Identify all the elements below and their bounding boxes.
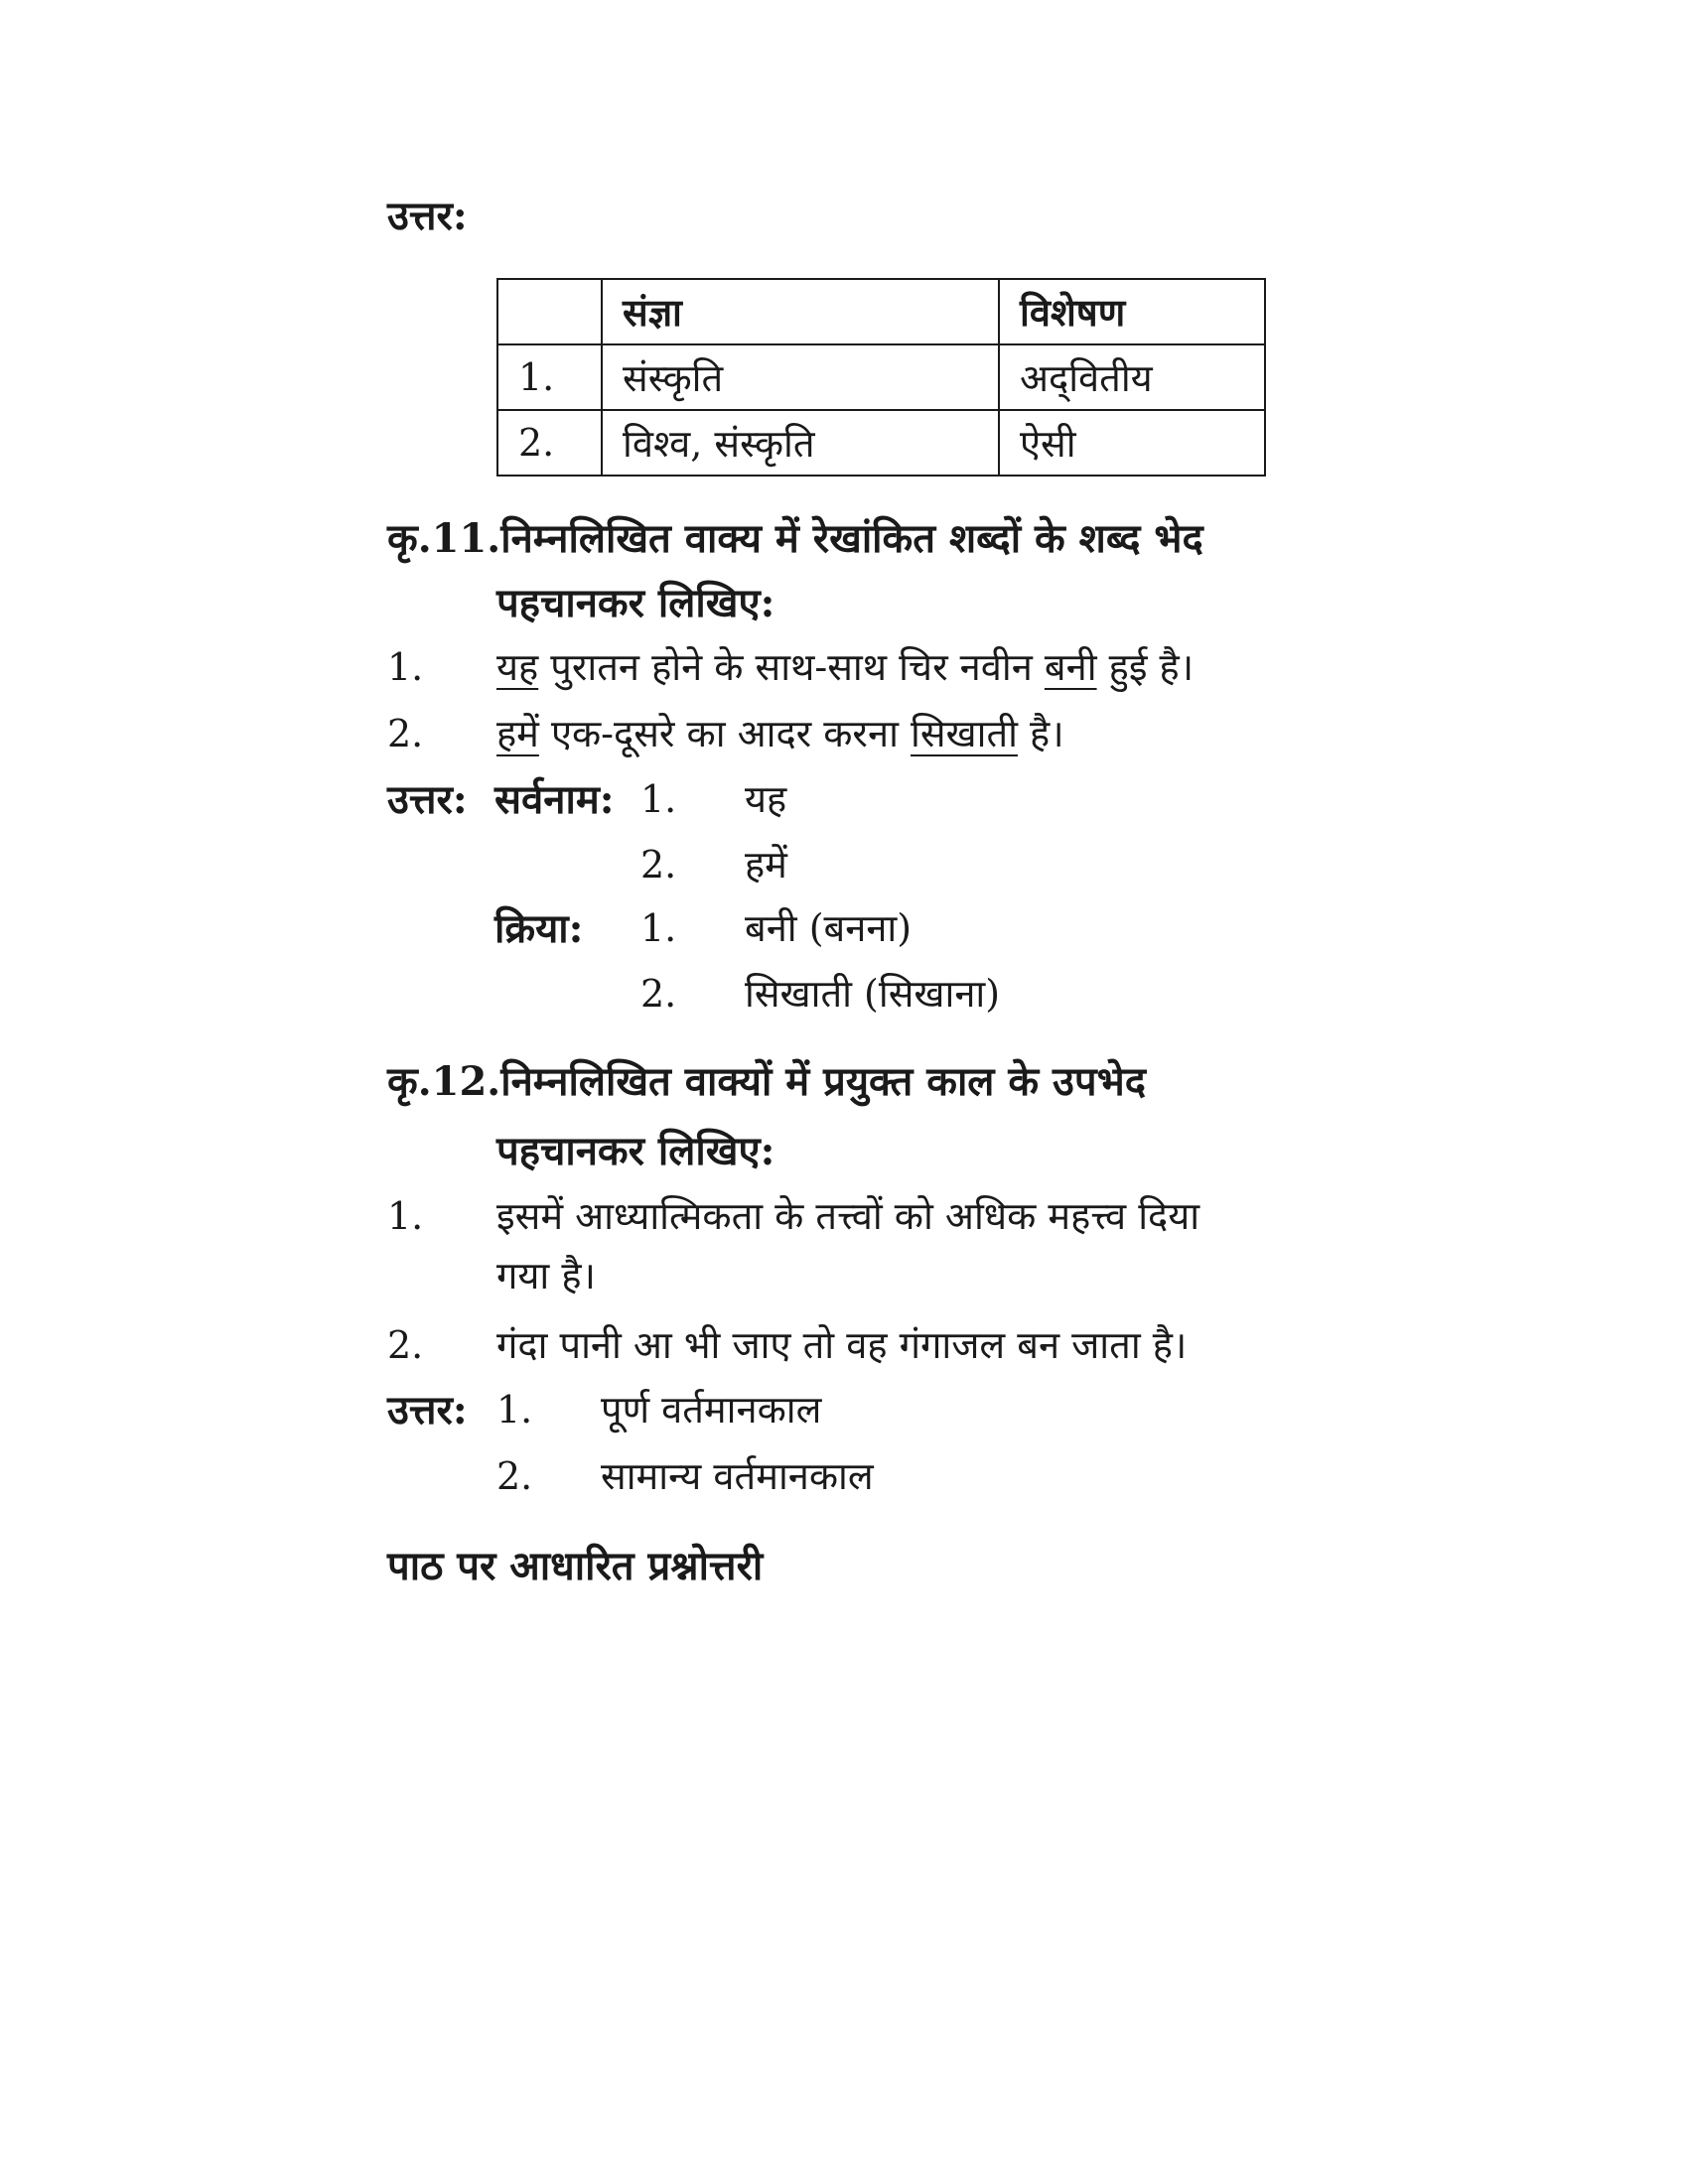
answer-number: 2. [496,1454,533,1498]
table-cell: 1. [497,344,602,410]
answer-text: पूर्ण वर्तमानकाल [601,1388,822,1432]
answer-text: यह [745,777,787,821]
answer-number: 1. [640,777,677,821]
underlined-word: हमें [496,712,539,755]
verb-label: क्रिया: [494,905,584,952]
q12-heading: कृ.12.निम्नलिखित वाक्यों में प्रयुक्त काल के उपभेद [387,1058,1146,1105]
table-header-cell: विशेषण [999,279,1265,344]
answer-text: हमें [745,843,787,887]
answer-label: उत्तर: [387,193,468,239]
table-cell: 2. [497,410,602,476]
table-header-cell [497,279,602,344]
q12-item-number: 1. [387,1194,424,1238]
q11-item-number: 2. [387,712,424,755]
answer-number: 2. [640,972,677,1016]
answer-text: सामान्य वर्तमानकाल [601,1454,874,1498]
q12-item-sentence: गंदा पानी आ भी जाए तो वह गंगाजल बन जाता है। [496,1323,1188,1367]
q11-heading-cont: पहचानकर लिखिए: [496,580,775,626]
table-cell: विश्व, संस्कृति [602,410,999,476]
q12-answer-label: उत्तर: [387,1387,468,1433]
q11-item-sentence [496,640,1194,694]
q12-heading-cont: पहचानकर लिखिए: [496,1128,775,1174]
sentence-text: एक-दूसरे का आदर करना [538,712,911,755]
answer-number: 1. [496,1388,533,1432]
answer-number: 1. [640,906,677,950]
table-cell: संस्कृति [602,344,999,410]
table-header-row [497,279,1265,344]
noun-adjective-table [496,278,1266,477]
answer-text: बनी (बनना) [745,906,913,950]
sentence-text: हुई है। [1096,645,1195,689]
q11-item-sentence [496,707,1064,760]
table-row [497,410,1265,476]
q11-item-number: 1. [387,645,424,689]
underlined-word: बनी [1044,645,1097,689]
table-header-cell: संज्ञा [602,279,999,344]
sentence-text: पुरातन होने के साथ-साथ चिर नवीन [538,645,1045,689]
q12-item-sentence-cont: गया है। [496,1254,596,1297]
q12-item-sentence: इसमें आध्यात्मिकता के तत्त्वों को अधिक महत्त्व दिया [496,1194,1200,1238]
answer-number: 2. [640,843,677,887]
section-title: पाठ पर आधारित प्रश्नोत्तरी [387,1543,764,1589]
q11-answer-label: उत्तर: [387,776,468,823]
table-cell: ऐसी [999,410,1265,476]
pronoun-label: सर्वनाम: [494,776,615,823]
q11-heading: कृ.11.निम्नलिखित वाक्य में रेखांकित शब्दों के शब्द भेद [387,515,1203,562]
underlined-word: सिखाती [911,712,1018,755]
answer-text: सिखाती (सिखाना) [745,972,1001,1016]
q12-item-number: 2. [387,1323,424,1367]
table-row [497,344,1265,410]
underlined-word: यह [496,645,539,689]
sentence-text: है। [1017,712,1064,755]
table-cell: अद्‌वितीय [999,344,1265,410]
